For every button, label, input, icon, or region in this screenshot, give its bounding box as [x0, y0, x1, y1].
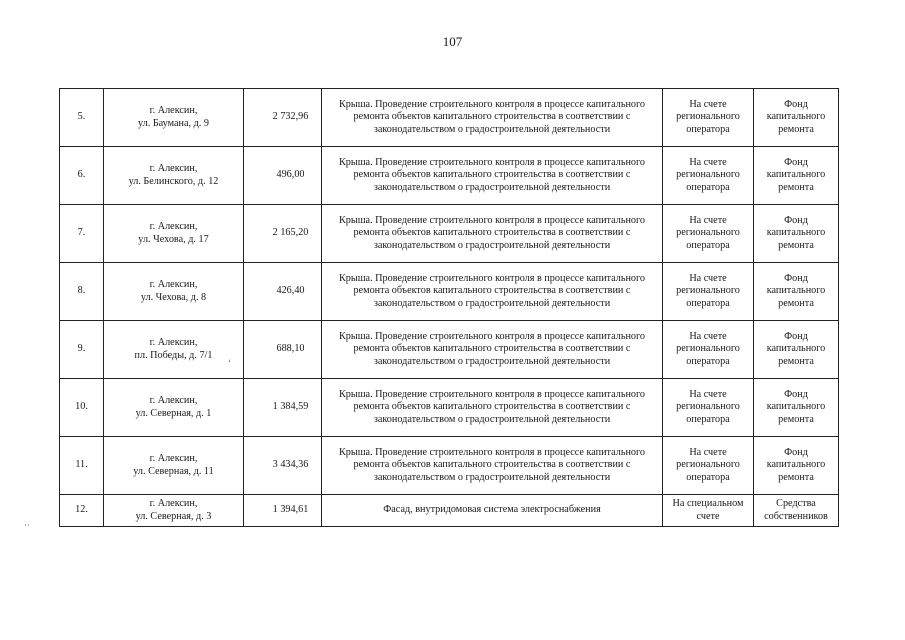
- work-description: Крыша. Проведение строительного контроля в процессе капитального ремонта объектов капитального строительства в соответствии с законодательством о градостроительной деятельности: [322, 379, 663, 437]
- row-number: 11.: [60, 437, 104, 495]
- address-street: ул. Чехова, д. 8: [140, 291, 207, 303]
- work-description: Крыша. Проведение строительного контроля в процессе капитального ремонта объектов капитального строительства в соответствии с законодательством о градостроительной деятельности: [322, 437, 663, 495]
- repair-works-table: [59, 88, 839, 527]
- table-row: [60, 379, 839, 437]
- table-row: [60, 147, 839, 205]
- account-cell: На счете регионального оператора: [663, 379, 754, 437]
- table-row: [60, 89, 839, 147]
- scan-speck: ‘: [228, 358, 231, 368]
- account-cell: На счете регионального оператора: [663, 205, 754, 263]
- funding-source-cell: Фонд капитального ремонта: [754, 205, 839, 263]
- cost-cell: 2 165,20: [244, 205, 322, 263]
- funding-source-cell: Фонд капитального ремонта: [754, 437, 839, 495]
- work-description: Фасад, внутридомовая система электроснабжения: [322, 495, 663, 527]
- account-cell: На специальном счете: [663, 495, 754, 527]
- address-cell: [104, 379, 244, 437]
- address-city: г. Алексин,: [149, 452, 198, 464]
- address-cell: [104, 89, 244, 147]
- funding-source-cell: Фонд капитального ремонта: [754, 89, 839, 147]
- cost-cell: 688,10: [244, 321, 322, 379]
- row-number: 7.: [60, 205, 104, 263]
- address-city: г. Алексин,: [149, 394, 198, 406]
- row-number: 10.: [60, 379, 104, 437]
- account-cell: На счете регионального оператора: [663, 321, 754, 379]
- cost-cell: 3 434,36: [244, 437, 322, 495]
- margin-speck: ··: [24, 520, 30, 530]
- work-description: Крыша. Проведение строительного контроля в процессе капитального ремонта объектов капитального строительства в соответствии с законодательством о градостроительной деятельности: [322, 147, 663, 205]
- funding-source-cell: Фонд капитального ремонта: [754, 263, 839, 321]
- table-row: [60, 495, 839, 527]
- cost-cell: 2 732,96: [244, 89, 322, 147]
- address-cell: [104, 205, 244, 263]
- row-number: 12.: [60, 495, 104, 527]
- address-cell: [104, 263, 244, 321]
- address-street: ул. Белинского, д. 12: [128, 175, 219, 187]
- funding-source-cell: Средства собственников: [754, 495, 839, 527]
- page-number: 107: [442, 34, 463, 49]
- address-street: ул. Чехова, д. 17: [138, 233, 209, 245]
- funding-source-cell: Фонд капитального ремонта: [754, 379, 839, 437]
- address-street: ул. Баумана, д. 9: [138, 117, 209, 129]
- funding-source-cell: Фонд капитального ремонта: [754, 147, 839, 205]
- cost-cell: 496,00: [244, 147, 322, 205]
- work-description: Крыша. Проведение строительного контроля в процессе капитального ремонта объектов капитального строительства в соответствии с законодательством о градостроительной деятельности: [322, 263, 663, 321]
- cost-cell: 426,40: [244, 263, 322, 321]
- address-city: г. Алексин,: [149, 336, 198, 348]
- work-description: Крыша. Проведение строительного контроля в процессе капитального ремонта объектов капитального строительства в соответствии с законодательством о градостроительной деятельности: [322, 89, 663, 147]
- row-number: 9.: [60, 321, 104, 379]
- address-cell: [104, 495, 244, 527]
- cost-cell: 1 384,59: [244, 379, 322, 437]
- address-cell: [104, 147, 244, 205]
- table-row: [60, 437, 839, 495]
- work-description: Крыша. Проведение строительного контроля в процессе капитального ремонта объектов капитального строительства в соответствии с законодательством о градостроительной деятельности: [322, 321, 663, 379]
- cost-cell: 1 394,61: [244, 495, 322, 527]
- table-row: [60, 205, 839, 263]
- address-city: г. Алексин,: [149, 104, 198, 116]
- row-number: 8.: [60, 263, 104, 321]
- row-number: 6.: [60, 147, 104, 205]
- address-street: ул. Северная, д. 11: [133, 465, 214, 477]
- work-description: Крыша. Проведение строительного контроля в процессе капитального ремонта объектов капитального строительства в соответствии с законодательством о градостроительной деятельности: [322, 205, 663, 263]
- address-cell: [104, 437, 244, 495]
- address-street: пл. Победы, д. 7/1: [134, 349, 213, 361]
- account-cell: На счете регионального оператора: [663, 437, 754, 495]
- account-cell: На счете регионального оператора: [663, 263, 754, 321]
- table-row: [60, 263, 839, 321]
- account-cell: На счете регионального оператора: [663, 89, 754, 147]
- address-city: г. Алексин,: [149, 220, 198, 232]
- address-street: ул. Северная, д. 3: [135, 510, 212, 522]
- row-number: 5.: [60, 89, 104, 147]
- address-city: г. Алексин,: [149, 162, 198, 174]
- address-city: г. Алексин,: [149, 278, 198, 290]
- account-cell: На счете регионального оператора: [663, 147, 754, 205]
- address-cell: [104, 321, 244, 379]
- address-street: ул. Северная, д. 1: [135, 407, 212, 419]
- funding-source-cell: Фонд капитального ремонта: [754, 321, 839, 379]
- address-city: г. Алексин,: [149, 497, 198, 509]
- table-row: [60, 321, 839, 379]
